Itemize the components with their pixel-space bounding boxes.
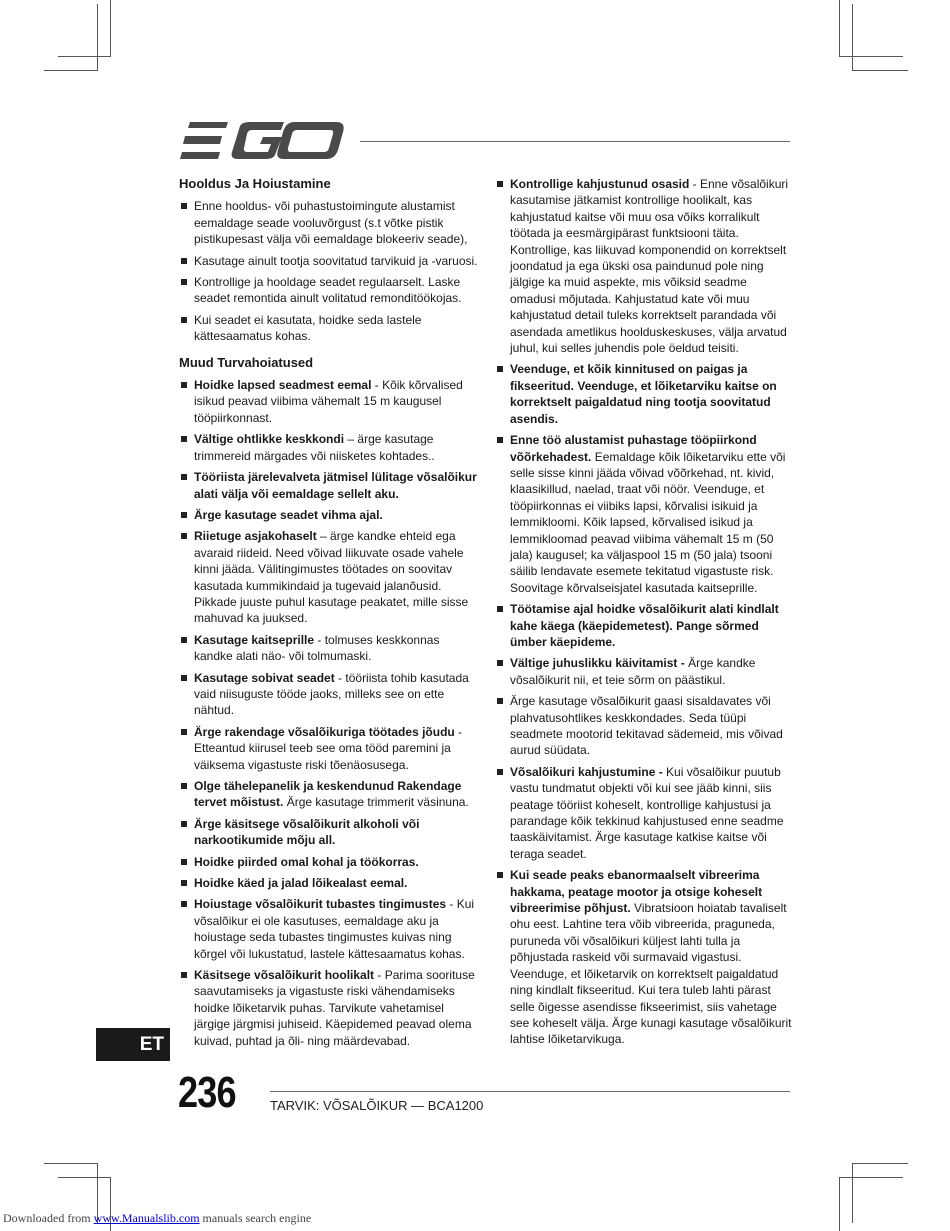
crop-mark bbox=[110, 0, 111, 57]
crop-mark bbox=[852, 1163, 908, 1164]
crop-mark bbox=[97, 4, 98, 71]
list-item: Hoidke käed ja jalad lõikealast eemal. bbox=[179, 875, 479, 891]
list-item: Ärge kasutage võsalõikurit gaasi sisaldavates või plahvatusohtlikes keskkondades. Seda tüüpi seadmete mootorid tekitavad sädemeid, mis võivad aurud süüdata. bbox=[495, 693, 795, 759]
crop-mark bbox=[852, 4, 853, 71]
list-item: Vältige ohtlikke keskkondi – ärge kasutage trimmereid märgades või niisketes kohtades.. bbox=[179, 431, 479, 464]
list-item: Hoiustage võsalõikurit tubastes tingimustes - Kui võsalõikur ei ole kasutuses, eemaldage aku ja hoiustage seda tubastes tingimustes kuivas ning kõrgel või lukustatud, lastele kättesaamatus kohas. bbox=[179, 896, 479, 962]
footer-rule bbox=[270, 1091, 790, 1092]
list-item: Ärge rakendage võsalõikuriga töötades jõudu - Etteantud kiirusel teeb see oma tööd paremini ja väiksema vigastuste riski tõenäosusega. bbox=[179, 724, 479, 773]
list-item: Tööriista järelevalveta jätmisel lülitage võsalõikur alati välja või eemaldage sellelt aku. bbox=[179, 469, 479, 502]
crop-mark bbox=[839, 0, 840, 57]
right-column bbox=[495, 176, 795, 1053]
header-rule bbox=[360, 141, 790, 142]
crop-mark bbox=[852, 70, 908, 71]
list-item: Olge tähelepanelik ja keskendunud Rakendage tervet mõistust. Ärge kasutage trimmerit väsinuna. bbox=[179, 778, 479, 811]
crop-mark bbox=[852, 1163, 853, 1223]
download-note bbox=[3, 1211, 311, 1226]
list-item: Kontrollige ja hooldage seadet regulaarselt. Laske seadet remontida ainult volitatud remonditöökojas. bbox=[179, 274, 479, 307]
crop-mark bbox=[58, 56, 111, 57]
list-item: Kui seade peaks ebanormaalselt vibreerima hakkama, peatage mootor ja otsige koheselt vibreerimise põhjust. Vibratsioon hoiatab tavaliselt ohu eest. Lahtine tera võib vibreerida, praguneda, puruneda või võsalõikuri küljest lahti tulla ja põhjustada raskeid või surmavaid vigastusi. Veenduge, et lõiketarvik on korrektselt paigaldatud ning kindlalt fikseeritud. Kui tera tuleb lahti pärast selle õigesse asendisse fikseerimist, siis vahetage see koheselt välja. Ärge kunagi kasutage võsalõikurit lahtise lõiketarvikuga. bbox=[495, 867, 795, 1047]
list-item: Töötamise ajal hoidke võsalõikurit alati kindlalt kahe käega (käepidemetest). Pange sõrmed ümber käepideme. bbox=[495, 601, 795, 650]
list-item: Võsalõikuri kahjustumine - Kui võsalõikur puutub vastu tundmatut objekti või kui see jääb kinni, siis peatage tööriist koheselt, kontrollige kahjustusi ja parandage kõik tekkinud kahjustused enne seadme taaskäivitamist. Ärge kasutage katkise kaitse või teraga seadet. bbox=[495, 764, 795, 862]
manualslib-link[interactable]: www.Manualslib.com bbox=[93, 1211, 200, 1225]
language-tab: ET bbox=[96, 1028, 170, 1061]
section-title-safety: Muud Turvahoiatused bbox=[179, 354, 314, 370]
crop-mark bbox=[839, 1177, 903, 1178]
crop-mark bbox=[44, 1163, 98, 1164]
list-item: Ärge käsitsege võsalõikurit alkoholi või narkootikumide mõju all. bbox=[179, 816, 479, 849]
list-item: Veenduge, et kõik kinnitused on paigas ja fikseeritud. Veenduge, et lõiketarviku kaitse on korrektselt paigaldatud ning tootja soovitatud asendis. bbox=[495, 361, 795, 427]
download-prefix: Downloaded from bbox=[3, 1211, 94, 1225]
safety-list bbox=[179, 377, 479, 1049]
list-item: Riietuge asjakohaselt – ärge kandke ehteid ega avaraid riideid. Need võivad liikuvate osade vahele kinni jääda. Välitingimustes töötades on soovitav kasutada kummikindaid ja tugevaid jalanõusid. Pikkade juuste puhul kasutage peakatet, mille sisse mahuvad ka juuksed. bbox=[179, 528, 479, 626]
list-item: Enne hooldus- või puhastustoimingute alustamist eemaldage seade vooluvõrgust (s.t võtke pistik pistikupesast välja või eemaldage blokeeriv seade), bbox=[179, 198, 479, 247]
list-item: Kui seadet ei kasutata, hoidke seda lastele kättesaamatus kohas. bbox=[179, 312, 479, 345]
section-title-maintenance: Hooldus Ja Hoiustamine bbox=[179, 176, 331, 191]
ego-logo bbox=[180, 122, 344, 160]
crop-mark bbox=[839, 1177, 840, 1231]
page-number: 236 bbox=[178, 1068, 236, 1117]
safety-list-continued bbox=[495, 176, 795, 1048]
download-suffix: manuals search engine bbox=[199, 1211, 312, 1225]
list-item: Hoidke piirded omal kohal ja töökorras. bbox=[179, 854, 479, 870]
left-column bbox=[179, 176, 479, 1054]
list-item: Kasutage ainult tootja soovitatud tarvikuid ja -varuosi. bbox=[179, 253, 479, 269]
list-item: Vältige juhuslikku käivitamist - Ärge kandke võsalõikurit nii, et teie sõrm on päästikul. bbox=[495, 655, 795, 688]
list-item: Ärge kasutage seadet vihma ajal. bbox=[179, 507, 479, 523]
list-item: Kontrollige kahjustunud osasid - Enne võsalõikuri kasutamise jätkamist kontrollige hoolikalt, kas kahjustatud kaitse või muu osa võiks korralikult töötada ja eesmärgipärast funktsiooni täita. Kontrollige, kas liikuvad komponendid on korrektselt joondatud ja ega ükski osa paindunud pole ning jälgige ka muid aspekte, mis võiksid seadme omadusi mõjutada. Kahjustatud kate või muu kahjustatud detail tuleks korrektselt parandada või asendada ametlikus hoolduskeskuses, välja arvatud juhul, kui selles juhendis pole öeldud teisiti. bbox=[495, 176, 795, 356]
crop-mark bbox=[839, 56, 903, 57]
crop-mark bbox=[58, 1177, 111, 1178]
list-item: Enne töö alustamist puhastage tööpiirkond võõrkehadest. Eemaldage kõik lõiketarviku ette või selle sisse kinni jääda võivad võõrkehad, nt. kivid, klaasikillud, naelad, traat või nöör. Veenduge, et tööpiirkonnas ei viibiks lapsi, kõrvalisi isikuid ja lemmikloomi. Kõik lapsed, kõrvalised isikud ja lemmikloomad peavad viibima vähemalt 15 m (50 jala) kaugusel; ka väljaspool 15 m (50 jala) tsooni säilib lendavate esemete tekitatud vigastuste risk. Soovitage kõrvalseisjatel kasutada kaitseprille. bbox=[495, 432, 795, 596]
footer-caption: TARVIK: VÕSALÕIKUR — BCA1200 bbox=[270, 1098, 484, 1113]
list-item: Kasutage sobivat seadet - tööriista tohib kasutada vaid niisuguste tööde jaoks, milleks see on ette nähtud. bbox=[179, 670, 479, 719]
list-item: Kasutage kaitseprille - tolmuses keskkonnas kandke alati näo- või tolmumaski. bbox=[179, 632, 479, 665]
list-item: Käsitsege võsalõikurit hoolikalt - Parima soorituse saavutamiseks ja vigastuste riski vähendamiseks hoidke lõiketarvik puhas. Tarvikute vahetamisel järgige järgmisi juhiseid. Käepidemed peavad olema kuivad, puhtad ja õli- ning määrdevabad. bbox=[179, 967, 479, 1049]
crop-mark bbox=[44, 70, 98, 71]
list-item: Hoidke lapsed seadmest eemal - Kõik kõrvalised isikud peavad viibima vähemalt 15 m kaugusel tööpiirkonnast. bbox=[179, 377, 479, 426]
maintenance-list bbox=[179, 198, 479, 344]
